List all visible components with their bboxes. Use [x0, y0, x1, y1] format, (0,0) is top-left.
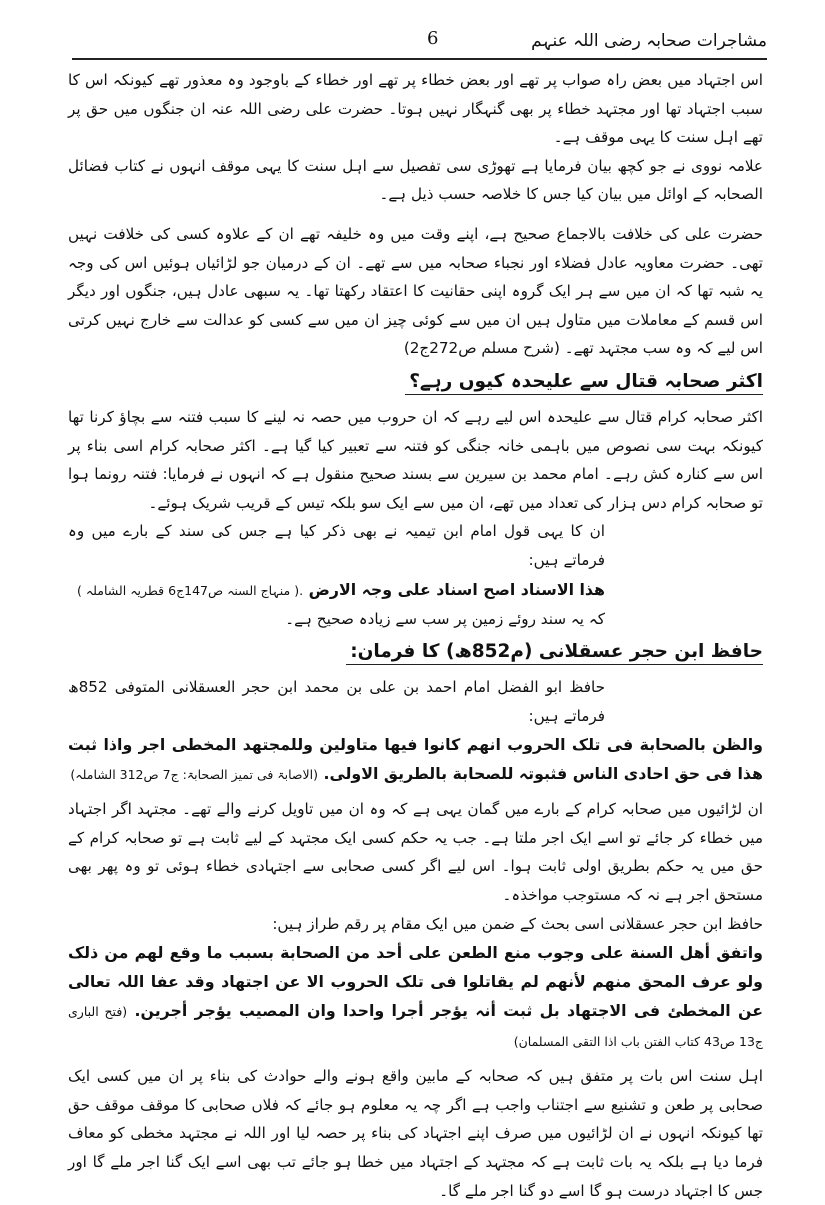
arabic-quote-1-text: ھذا الاسناد اصح اسناد علی وجہ الارض: [308, 579, 605, 599]
paragraph-10: اہل سنت اس بات پر متفق ہیں کہ صحابہ کے مابین واقع ہونے والے حوادث کی بناء پر ان میں کسی ایک صحابی پر طعن و تشنیع سے اجتناب واجب ہے اگر چہ یہ معلوم ہو جائے کہ فلاں صحابی کا موقف موقف حق تھا کیونکہ انہوں نے ان لڑائیوں میں صرف اپنے اجتہاد کی بناء پر حصہ لیا اور اللہ نے مجتہد مخطی کو معاف فرما دیا ہے بلکہ یہ بات ثابت ہے کہ مجتہد کے اجتہاد میں خطا ہو جائے تب بھی اسے ایک گنا اجر ملے گا اور جس کا اجتہاد درست ہو گا اسے دو گنا اجر ملے گا۔: [68, 1067, 763, 1200]
paragraph-9: حافظ ابن حجر عسقلانی اسی بحث کے ضمن میں ایک مقام پر رقم طراز ہیں:: [272, 914, 763, 933]
paragraph-3: حضرت علی کی خلافت بالاجماع صحیح ہے، اپنے وقت میں وہ خلیفہ تھے ان کے علاوہ کسی کی خلافت نہیں تھی۔ حضرت معاویہ عادل فضلاء اور نجباء صحابہ میں سے تھے۔ ان کے درمیان جو لڑائیاں ہوئیں اس کی وجہ یہ شبہ تھا کہ ان میں سے ہر ایک گروہ اپنی حقانیت کا اعتقاد رکھتا تھا۔ یہ سبھی عادل ہیں، جنگوں اور دیگر اس قسم کے معاملات میں متاول ہیں ان میں سے کوئی چیز ان میں سے کسی کو عدالت سے خارج نہیں کرتی اس لیے کہ وہ سب مجتہد تھے۔ (شرح مسلم ص272ج2): [68, 224, 763, 358]
paragraph-2: علامہ نووی نے جو کچھ بیان فرمایا ہے تھوڑی سی تفصیل سے اہل سنت کا یہی موقف انہوں نے کتاب فضائل الصحابہ کے اوائل میں بیان کیا جس کا خلاصہ حسب ذیل ہے۔: [68, 156, 763, 204]
section-heading-1: [68, 367, 763, 397]
arabic-quote-2: [68, 730, 763, 789]
arabic-quote-3-citation: (فتح الباری ج13 ص43 کتاب الفتن باب اذا التقی المسلمان): [68, 1004, 763, 1050]
paragraph-8: ان لڑائیوں میں صحابہ کرام کے بارے میں گمان یہی ہے کہ وہ ان میں تاویل کرنے والے تھے۔ مجتہد اگر اجتہاد میں خطاء کر جائے تو اسے ایک اجر ملتا ہے۔ جب یہ حکم کسی ایک مجتہد کے لیے ثابت ہے تو صحابہ کرام کے حق میں یہ حکم بطریق اولی ثابت ہوا۔ اس لیے اگر کسی صحابی سے اجتہادی خطاء ہوئی تو وہ پھر بھی مستحق اجر ہے نہ کہ مستوجب مواخذہ۔: [68, 800, 763, 905]
running-title: مشاجرات صحابہ رضی اللہ عنہم: [531, 31, 767, 51]
page-header: [72, 24, 767, 60]
arabic-quote-2-text: والظن بالصحابة فی تلک الحروب انھم کانوا فیھا متاولین وللمجتھد المخطی اجر واذا ثبت ھذا فی حق احادی الناس فثبوتہ للصحابة بالطریق الاولی.: [68, 735, 763, 784]
page-content: [68, 66, 763, 1205]
section-heading-1-text: اکثر صحابہ قتال سے علیحدہ کیوں رہے؟: [405, 371, 763, 395]
arabic-quote-1: [68, 575, 763, 605]
paragraph-1: اس اجتہاد میں بعض راہ صواب پر تھے اور بعض خطاء پر تھے اور خطاء کے باوجود وہ معذور تھے کیونکہ اس کا سبب اجتہاد تھا اور مجتہد خطاء پر بھی گنہگار نہیں ہوتا۔ حضرت علی رضی اللہ عنہ ان جنگوں میں حق پر تھے اہل سنت کا یہی موقف ہے۔: [68, 71, 763, 147]
paragraph-7: حافظ ابو الفضل امام احمد بن علی بن محمد ابن حجر العسقلانی المتوفی 852ھ فرماتے ہیں:: [68, 678, 605, 725]
section-heading-2: [68, 637, 763, 667]
arabic-quote-1-citation: .( منہاج السنہ ص147ج6 قطریہ الشاملہ ): [76, 582, 304, 598]
page-number: 6: [427, 28, 439, 49]
paragraph-5: ان کا یہی قول امام ابن تیمیہ نے بھی ذکر کیا ہے جس کی سند کے بارے میں وہ فرماتے ہیں:: [68, 522, 605, 569]
paragraph-4: اکثر صحابہ کرام قتال سے علیحدہ اس لیے رہے کہ ان حروب میں حصہ نہ لینے کا سبب فتنہ سے بچاؤ کرنا تھا کیونکہ بہت سی نصوص میں باہمی خانہ جنگی کو فتنہ سے تعبیر کیا گیا ہے۔ اکثر صحابہ کرام اسی بناء پر اس سے کنارہ کش رہے۔ امام محمد بن سیرین سے بسند صحیح منقول ہے کہ انہوں نے فرمایا: فتنہ رونما ہوا تو صحابہ کرام دس ہزار کی تعداد میں تھے، ان میں سے ایک سو بلکہ تیس کے قریب شریک ہوئے۔: [68, 407, 763, 512]
arabic-quote-3-text: واتفق أھل السنة علی وجوب منع الطعن علی أحد من الصحابة بسبب ما وقع لھم من ذلک ولو عرف المحق منھم لأنھم لم یقاتلوا فی تلک الحروب الا عن اجتھاد وقد عفا اللہ تعالی عن المخطئ فی الاجتھاد بل ثبت أنہ یؤجر أجرا واحدا وان المصیب یؤجر أجرین.: [68, 943, 764, 1021]
paragraph-6: کہ یہ سند روئے زمین پر سب سے زیادہ صحیح ہے۔: [285, 609, 605, 628]
arabic-quote-2-citation: (الاصابۃ فی تمیز الصحابۃ: ج7 ص312 الشاملہ): [70, 767, 319, 783]
section-heading-2-text: حافظ ابن حجر عسقلانی (م852ھ) کا فرمان:: [346, 641, 763, 665]
arabic-quote-3: [68, 938, 763, 1056]
